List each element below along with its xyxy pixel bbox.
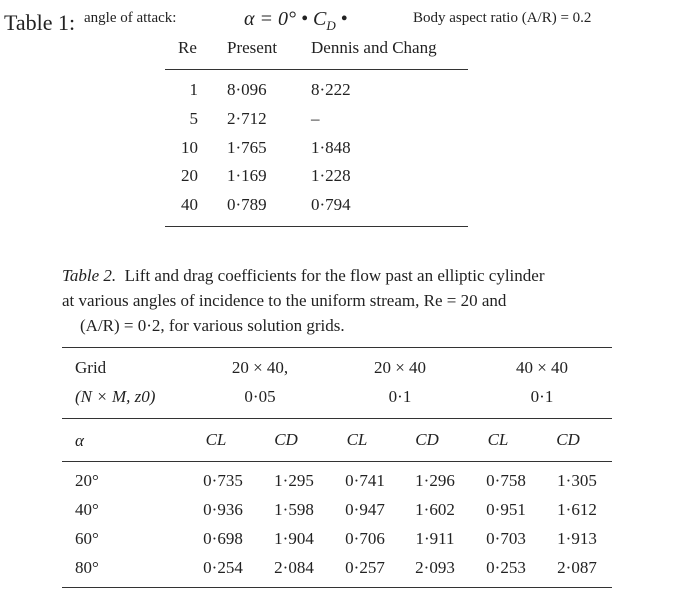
t2-grid-size: 20 × 40, (231, 358, 289, 377)
t1-present-cell: 8·096 (227, 80, 267, 99)
t2-coef-header: CL (346, 430, 368, 449)
t2-value-cell: 0·951 (486, 500, 526, 519)
t2-value-cell: 2·093 (415, 558, 455, 577)
t2-value-cell: 1·598 (274, 500, 314, 519)
t2-value-cell: 0·947 (345, 500, 385, 519)
t2-value-cell: 0·254 (203, 558, 243, 577)
t2-value-cell: 0·936 (203, 500, 243, 519)
t2-alpha-cell: 60° (75, 529, 99, 548)
t2-coef-header: CD (415, 430, 439, 449)
t2-value-cell: 2·087 (557, 558, 597, 577)
t2-coef-header: CD (274, 430, 298, 449)
alpha-expression: α = 0° • C (244, 8, 327, 30)
t2-value-cell: 0·698 (203, 529, 243, 548)
table1-label: Table 1: (4, 10, 76, 35)
t2-grid-z0: 0·1 (530, 387, 554, 406)
t2-value-cell: 0·703 (486, 529, 526, 548)
t2-coef-header: CD (556, 430, 580, 449)
t2-top-rule (62, 347, 612, 348)
t1-dennis-cell: – (311, 109, 320, 128)
t2-value-cell: 0·735 (203, 471, 243, 490)
table2-label: Table 2. (62, 266, 117, 285)
t1-dennis-cell: 1·228 (311, 166, 351, 185)
t2-grid-z0: 0·1 (388, 387, 412, 406)
caption-line: (A/R) = 0·2, for various solution grids. (80, 316, 345, 335)
t2-alpha-header: α (75, 431, 84, 450)
t1-re-cell: 10 (181, 138, 198, 157)
t2-value-cell: 0·257 (345, 558, 385, 577)
t2-alpha-cell: 20° (75, 471, 99, 490)
t2-coef-header: CL (487, 430, 509, 449)
t1-re-cell: 20 (181, 166, 198, 185)
table2-caption (62, 263, 622, 338)
t2-value-cell: 0·741 (345, 471, 385, 490)
t1-re-cell: 1 (189, 80, 198, 99)
t2-value-cell: 1·913 (557, 529, 597, 548)
t2-grid-size: 20 × 40 (373, 358, 427, 377)
t1-re-cell: 40 (181, 195, 198, 214)
t1-dennis-cell: 1·848 (311, 138, 351, 157)
caption-line: at various angles of incidence to the uniform stream, Re = 20 and (62, 291, 507, 310)
bullet: • (340, 8, 348, 30)
t1-re-cell: 5 (189, 109, 198, 128)
t1-header-present: Present (227, 38, 278, 57)
caption-text: Lift and drag coefficients for the flow past an elliptic cylinder (124, 266, 545, 285)
t2-grid-z0: 0·05 (244, 387, 276, 406)
t2-value-cell: 0·706 (345, 529, 385, 548)
t2-coef-header: CL (205, 430, 227, 449)
t1-dennis-cell: 0·794 (311, 195, 351, 214)
t2-value-cell: 1·305 (557, 471, 597, 490)
t2-value-cell: 1·612 (557, 500, 597, 519)
t2-grid-rule (62, 418, 612, 419)
t1-header-dennis-chang: Dennis and Chang (311, 38, 437, 57)
t1-present-cell: 0·789 (227, 195, 267, 214)
t1-present-cell: 1·765 (227, 138, 267, 157)
t2-value-cell: 1·295 (274, 471, 314, 490)
t2-value-cell: 2·084 (274, 558, 314, 577)
t1-header-rule (165, 69, 468, 70)
t2-coef-rule (62, 461, 612, 462)
cd-subscript: D (326, 18, 336, 33)
t2-value-cell: 1·296 (415, 471, 455, 490)
alpha-cd-expression (244, 8, 348, 34)
t2-value-cell: 0·253 (486, 558, 526, 577)
t2-bottom-rule (62, 587, 612, 588)
t1-present-cell: 1·169 (227, 166, 267, 185)
t1-dennis-cell: 8·222 (311, 80, 351, 99)
t2-grid-size: 40 × 40 (515, 358, 569, 377)
aspect-ratio-text: Body aspect ratio (A/R) = 0.2 (413, 10, 592, 26)
angle-of-attack-label: angle of attack: (84, 10, 177, 26)
t1-bottom-rule (165, 226, 468, 227)
t1-header-re: Re (178, 38, 197, 57)
t2-value-cell: 1·911 (415, 529, 455, 548)
t2-alpha-cell: 80° (75, 558, 99, 577)
t2-alpha-cell: 40° (75, 500, 99, 519)
t2-value-cell: 0·758 (486, 471, 526, 490)
t1-present-cell: 2·712 (227, 109, 267, 128)
t2-grid-label: Grid (75, 358, 107, 377)
t2-value-cell: 1·904 (274, 529, 314, 548)
t2-value-cell: 1·602 (415, 500, 455, 519)
t2-grid-sub-label: (N × M, z0) (75, 387, 156, 406)
caption-line (62, 263, 622, 288)
